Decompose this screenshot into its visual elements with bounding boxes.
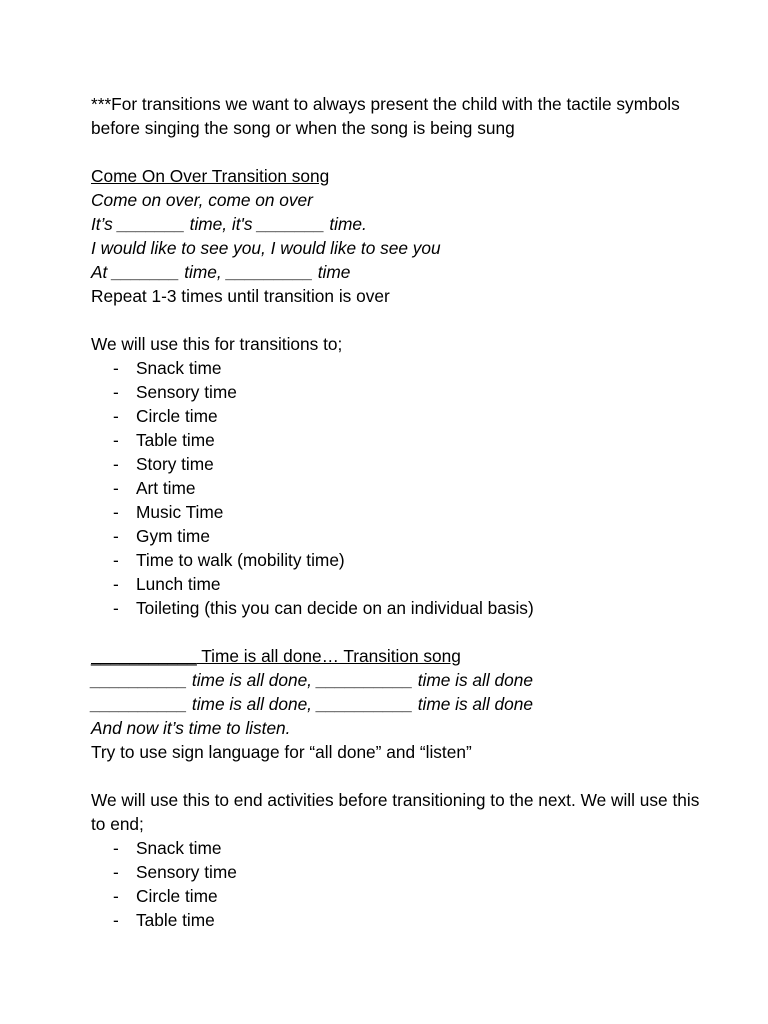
song2-title-blank: ___________ bbox=[91, 646, 197, 666]
dash-bullet: - bbox=[113, 862, 119, 882]
list-item-label: Time to walk (mobility time) bbox=[136, 550, 345, 570]
song1-title: Come On Over Transition song bbox=[91, 166, 330, 186]
dash-bullet: - bbox=[113, 910, 119, 930]
song1-transition-list bbox=[91, 356, 711, 620]
song2-lyric-1: __________ time is all done, __________ time is all done bbox=[91, 670, 533, 690]
dash-bullet: - bbox=[113, 478, 119, 498]
list-item bbox=[91, 476, 711, 500]
list-item bbox=[91, 524, 711, 548]
dash-bullet: - bbox=[113, 502, 119, 522]
dash-bullet: - bbox=[113, 838, 119, 858]
list-item-label: Circle time bbox=[136, 406, 218, 426]
song1-instruction: Repeat 1-3 times until transition is over bbox=[91, 286, 390, 306]
song1-lyric-2: It’s _______ time, it's _______ time. bbox=[91, 214, 367, 234]
spacer bbox=[91, 620, 711, 644]
song1-lyric-3: I would like to see you, I would like to see you bbox=[91, 238, 441, 258]
song1-lyric-4: At _______ time, _________ time bbox=[91, 262, 351, 282]
list-item bbox=[91, 836, 711, 860]
dash-bullet: - bbox=[113, 598, 119, 618]
dash-bullet: - bbox=[113, 406, 119, 426]
list-item bbox=[91, 908, 711, 932]
list-item-label: Circle time bbox=[136, 886, 218, 906]
list-item-label: Sensory time bbox=[136, 382, 237, 402]
dash-bullet: - bbox=[113, 574, 119, 594]
list-item-label: Art time bbox=[136, 478, 196, 498]
list-item bbox=[91, 884, 711, 908]
spacer bbox=[91, 140, 711, 164]
list-item bbox=[91, 860, 711, 884]
list-item bbox=[91, 404, 711, 428]
song2-lyric-3: And now it’s time to listen. bbox=[91, 718, 291, 738]
list-item-label: Gym time bbox=[136, 526, 210, 546]
dash-bullet: - bbox=[113, 886, 119, 906]
song2-title-text: Time is all done… Transition song bbox=[196, 646, 461, 666]
list-item bbox=[91, 596, 711, 620]
list-item-label: Music Time bbox=[136, 502, 224, 522]
list-item bbox=[91, 380, 711, 404]
list-item-label: Table time bbox=[136, 910, 215, 930]
dash-bullet: - bbox=[113, 358, 119, 378]
list-item-label: Sensory time bbox=[136, 862, 237, 882]
dash-bullet: - bbox=[113, 526, 119, 546]
dash-bullet: - bbox=[113, 454, 119, 474]
song2-list-intro: We will use this to end activities before transitioning to the next. We will use this to end; bbox=[91, 790, 705, 834]
song1-lyric-1: Come on over, come on over bbox=[91, 190, 313, 210]
dash-bullet: - bbox=[113, 550, 119, 570]
song2-lyric-2: __________ time is all done, __________ time is all done bbox=[91, 694, 533, 714]
dash-bullet: - bbox=[113, 382, 119, 402]
song2-title bbox=[91, 644, 711, 668]
list-item bbox=[91, 428, 711, 452]
list-item-label: Lunch time bbox=[136, 574, 221, 594]
list-item-label: Snack time bbox=[136, 838, 222, 858]
document-page bbox=[91, 92, 711, 932]
song1-list-intro: We will use this for transitions to; bbox=[91, 334, 343, 354]
dash-bullet: - bbox=[113, 430, 119, 450]
list-item bbox=[91, 452, 711, 476]
song2-end-list bbox=[91, 836, 711, 932]
list-item bbox=[91, 572, 711, 596]
list-item bbox=[91, 500, 711, 524]
spacer bbox=[91, 764, 711, 788]
spacer bbox=[91, 308, 711, 332]
list-item-label: Toileting (this you can decide on an individual basis) bbox=[136, 598, 534, 618]
list-item-label: Snack time bbox=[136, 358, 222, 378]
list-item bbox=[91, 356, 711, 380]
list-item-label: Table time bbox=[136, 430, 215, 450]
list-item bbox=[91, 548, 711, 572]
list-item-label: Story time bbox=[136, 454, 214, 474]
song2-instruction: Try to use sign language for “all done” and “listen” bbox=[91, 742, 472, 762]
intro-paragraph: ***For transitions we want to always present the child with the tactile symbols before singing the song or when the song is being sung bbox=[91, 94, 685, 138]
